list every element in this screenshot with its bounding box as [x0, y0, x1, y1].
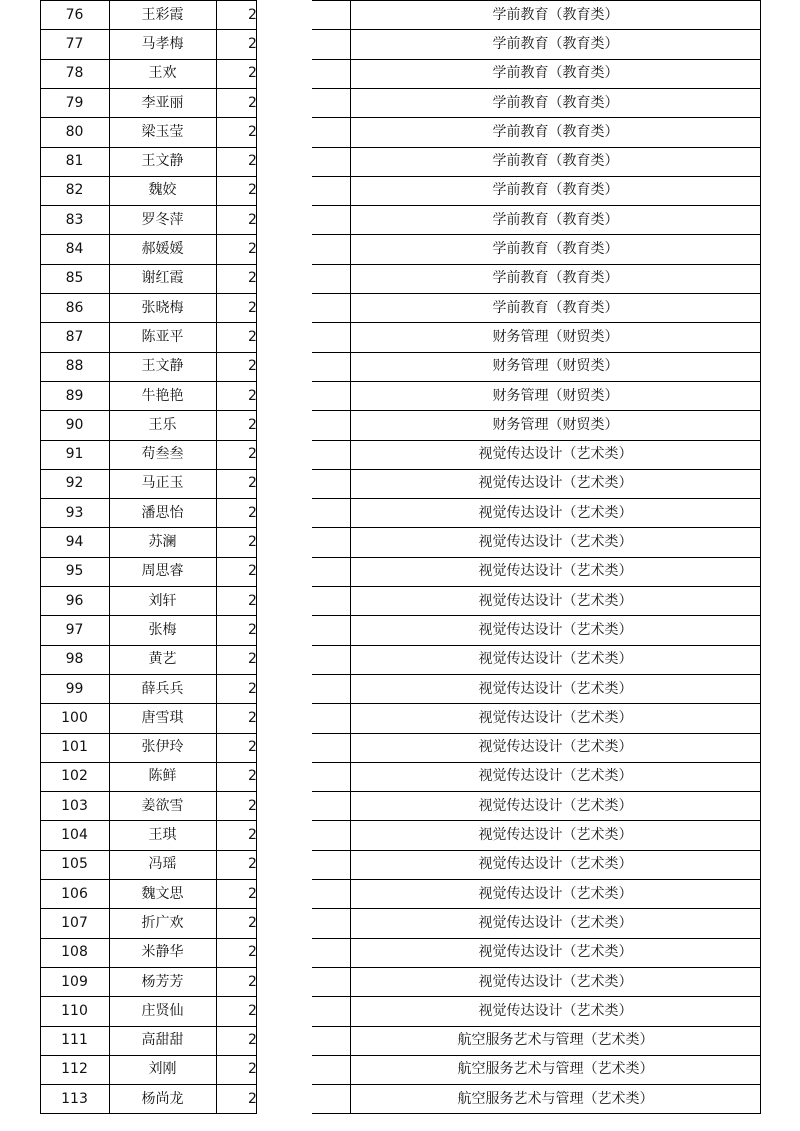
major-name: 视觉传达设计（艺术类） [478, 856, 633, 873]
major-name: 学前教育（教育类） [492, 35, 619, 52]
student-name: 杨尚龙 [141, 1090, 184, 1107]
student-id: 2 [248, 504, 257, 521]
student-id: 2 [248, 328, 257, 345]
student-name: 王乐 [148, 416, 177, 433]
major-name: 学前教育（教育类） [492, 65, 619, 82]
row-number: 84 [65, 241, 84, 258]
major-name: 航空服务艺术与管理（艺术类） [457, 1032, 654, 1049]
student-id: 2 [248, 270, 257, 287]
major-name: 视觉传达设计（艺术类） [478, 885, 633, 902]
table-row [0, 381, 800, 410]
student-id: 2 [248, 680, 257, 697]
student-name: 杨芳芳 [141, 973, 184, 990]
student-id: 2 [248, 182, 257, 199]
student-id: 2 [248, 65, 257, 82]
table-row [0, 967, 800, 996]
major-name: 学前教育（教育类） [492, 123, 619, 140]
row-number: 97 [65, 621, 84, 638]
major-name: 视觉传达设计（艺术类） [478, 768, 633, 785]
student-id: 2 [248, 563, 257, 580]
row-number: 93 [65, 504, 84, 521]
row-number: 80 [65, 123, 84, 140]
row-number: 92 [65, 475, 84, 492]
major-name: 视觉传达设计（艺术类） [478, 1002, 633, 1019]
table-row [0, 879, 800, 908]
row-number: 86 [65, 299, 84, 316]
major-name: 财务管理（财贸类） [492, 328, 619, 345]
student-id: 2 [248, 94, 257, 111]
row-number: 102 [61, 768, 88, 785]
row-number: 103 [61, 797, 88, 814]
table-row [0, 762, 800, 791]
major-name: 视觉传达设计（艺术类） [478, 973, 633, 990]
student-name: 折广欢 [141, 914, 184, 931]
major-name: 视觉传达设计（艺术类） [478, 709, 633, 726]
table-row [0, 410, 800, 439]
student-name: 黄艺 [148, 651, 177, 668]
table-row [0, 703, 800, 732]
student-name: 苏澜 [148, 534, 177, 551]
student-id: 2 [248, 739, 257, 756]
major-name: 视觉传达设计（艺术类） [478, 944, 633, 961]
row-divider [312, 1113, 761, 1114]
student-name: 王琪 [148, 827, 177, 844]
student-name: 王彩霞 [141, 6, 184, 23]
student-id: 2 [248, 446, 257, 463]
student-name: 牛艳艳 [141, 387, 184, 404]
student-name: 谢红霞 [141, 270, 184, 287]
row-number: 91 [65, 446, 84, 463]
student-name: 唐雪琪 [141, 709, 184, 726]
table-row [0, 996, 800, 1025]
table-row [0, 205, 800, 234]
student-id: 2 [248, 211, 257, 228]
major-name: 视觉传达设计（艺术类） [478, 446, 633, 463]
student-name: 罗冬萍 [141, 211, 184, 228]
table-row [0, 322, 800, 351]
major-name: 视觉传达设计（艺术类） [478, 592, 633, 609]
table-row [0, 586, 800, 615]
student-id: 2 [248, 885, 257, 902]
row-number: 87 [65, 328, 84, 345]
row-number: 94 [65, 534, 84, 551]
table-row [0, 59, 800, 88]
table-row [0, 791, 800, 820]
student-name: 刘刚 [148, 1061, 177, 1078]
student-name: 刘轩 [148, 592, 177, 609]
row-number: 98 [65, 651, 84, 668]
student-name: 王文静 [141, 153, 184, 170]
table-row [0, 234, 800, 263]
row-number: 82 [65, 182, 84, 199]
major-name: 视觉传达设计（艺术类） [478, 504, 633, 521]
major-name: 财务管理（财贸类） [492, 358, 619, 375]
major-name: 学前教育（教育类） [492, 6, 619, 23]
student-name: 马孝梅 [141, 35, 184, 52]
row-number: 83 [65, 211, 84, 228]
student-name: 冯瑶 [148, 856, 177, 873]
student-id: 2 [248, 299, 257, 316]
table-row [0, 1055, 800, 1084]
student-name: 王欢 [148, 65, 177, 82]
row-number: 89 [65, 387, 84, 404]
major-name: 视觉传达设计（艺术类） [478, 680, 633, 697]
major-name: 视觉传达设计（艺术类） [478, 621, 633, 638]
student-name: 梁玉莹 [141, 123, 184, 140]
student-id: 2 [248, 973, 257, 990]
row-number: 96 [65, 592, 84, 609]
major-name: 视觉传达设计（艺术类） [478, 563, 633, 580]
table-row [0, 498, 800, 527]
major-name: 视觉传达设计（艺术类） [478, 827, 633, 844]
student-id: 2 [248, 1061, 257, 1078]
student-id: 2 [248, 827, 257, 844]
table-row [0, 674, 800, 703]
student-id: 2 [248, 592, 257, 609]
major-name: 航空服务艺术与管理（艺术类） [457, 1061, 654, 1078]
row-number: 112 [61, 1061, 88, 1078]
student-name: 郝媛媛 [141, 241, 184, 258]
table-row [0, 820, 800, 849]
student-name: 薛兵兵 [141, 680, 184, 697]
table-row [0, 733, 800, 762]
table-row [0, 615, 800, 644]
student-name: 高甜甜 [141, 1032, 184, 1049]
table-row [0, 117, 800, 146]
student-id: 2 [248, 1090, 257, 1107]
table-row [0, 469, 800, 498]
student-id: 2 [248, 856, 257, 873]
row-number: 108 [61, 944, 88, 961]
student-id: 2 [248, 914, 257, 931]
student-id: 2 [248, 1032, 257, 1049]
row-number: 105 [61, 856, 88, 873]
row-number: 101 [61, 739, 88, 756]
table-row [0, 908, 800, 937]
table-row [0, 293, 800, 322]
major-name: 航空服务艺术与管理（艺术类） [457, 1090, 654, 1107]
student-name: 李亚丽 [141, 94, 184, 111]
student-id: 2 [248, 387, 257, 404]
student-name: 苟叁叁 [141, 446, 184, 463]
table-row [0, 147, 800, 176]
table-row [0, 1084, 800, 1113]
row-number: 99 [65, 680, 84, 697]
major-name: 学前教育（教育类） [492, 299, 619, 316]
major-name: 视觉传达设计（艺术类） [478, 739, 633, 756]
table-row [0, 88, 800, 117]
major-name: 视觉传达设计（艺术类） [478, 797, 633, 814]
row-number: 78 [65, 65, 84, 82]
table-row [0, 440, 800, 469]
row-number: 85 [65, 270, 84, 287]
row-number: 113 [61, 1090, 88, 1107]
student-id: 2 [248, 358, 257, 375]
student-id: 2 [248, 534, 257, 551]
student-name: 魏文思 [141, 885, 184, 902]
student-id: 2 [248, 416, 257, 433]
student-name: 马正玉 [141, 475, 184, 492]
table-row [0, 29, 800, 58]
student-id: 2 [248, 797, 257, 814]
student-name: 王文静 [141, 358, 184, 375]
student-name: 张梅 [148, 621, 177, 638]
major-name: 学前教育（教育类） [492, 153, 619, 170]
table-row [0, 527, 800, 556]
student-id: 2 [248, 651, 257, 668]
student-id: 2 [248, 1002, 257, 1019]
student-name: 庄贤仙 [141, 1002, 184, 1019]
major-name: 学前教育（教育类） [492, 94, 619, 111]
student-name: 潘思怡 [141, 504, 184, 521]
student-name: 周思睿 [141, 563, 184, 580]
table-row [0, 1026, 800, 1055]
student-name: 魏姣 [148, 182, 177, 199]
student-name: 米静华 [141, 944, 184, 961]
student-name: 姜欲雪 [141, 797, 184, 814]
major-name: 学前教育（教育类） [492, 241, 619, 258]
student-name: 陈鲜 [148, 768, 177, 785]
student-id: 2 [248, 153, 257, 170]
student-id: 2 [248, 241, 257, 258]
row-number: 90 [65, 416, 84, 433]
student-id: 2 [248, 709, 257, 726]
major-name: 学前教育（教育类） [492, 211, 619, 228]
row-number: 104 [61, 827, 88, 844]
student-id: 2 [248, 768, 257, 785]
table-row [0, 264, 800, 293]
row-divider [40, 1113, 257, 1114]
row-number: 110 [61, 1002, 88, 1019]
student-id: 2 [248, 621, 257, 638]
row-number: 76 [65, 6, 84, 23]
row-number: 106 [61, 885, 88, 902]
row-number: 79 [65, 94, 84, 111]
table-row [0, 352, 800, 381]
table-row [0, 938, 800, 967]
student-id: 2 [248, 475, 257, 492]
row-number: 95 [65, 563, 84, 580]
table-row [0, 645, 800, 674]
row-number: 88 [65, 358, 84, 375]
major-name: 视觉传达设计（艺术类） [478, 914, 633, 931]
row-number: 81 [65, 153, 84, 170]
table-row [0, 0, 800, 29]
row-number: 111 [61, 1032, 88, 1049]
row-number: 100 [61, 709, 88, 726]
major-name: 视觉传达设计（艺术类） [478, 475, 633, 492]
student-name: 张晓梅 [141, 299, 184, 316]
student-name: 张伊玲 [141, 739, 184, 756]
student-id: 2 [248, 123, 257, 140]
major-name: 视觉传达设计（艺术类） [478, 534, 633, 551]
major-name: 学前教育（教育类） [492, 182, 619, 199]
row-number: 77 [65, 35, 84, 52]
student-id: 2 [248, 944, 257, 961]
major-name: 财务管理（财贸类） [492, 416, 619, 433]
student-id: 2 [248, 35, 257, 52]
major-name: 视觉传达设计（艺术类） [478, 651, 633, 668]
table-row [0, 850, 800, 879]
major-name: 财务管理（财贸类） [492, 387, 619, 404]
row-number: 109 [61, 973, 88, 990]
major-name: 学前教育（教育类） [492, 270, 619, 287]
student-name: 陈亚平 [141, 328, 184, 345]
student-id: 2 [248, 6, 257, 23]
table-row [0, 176, 800, 205]
row-number: 107 [61, 914, 88, 931]
table-row [0, 557, 800, 586]
